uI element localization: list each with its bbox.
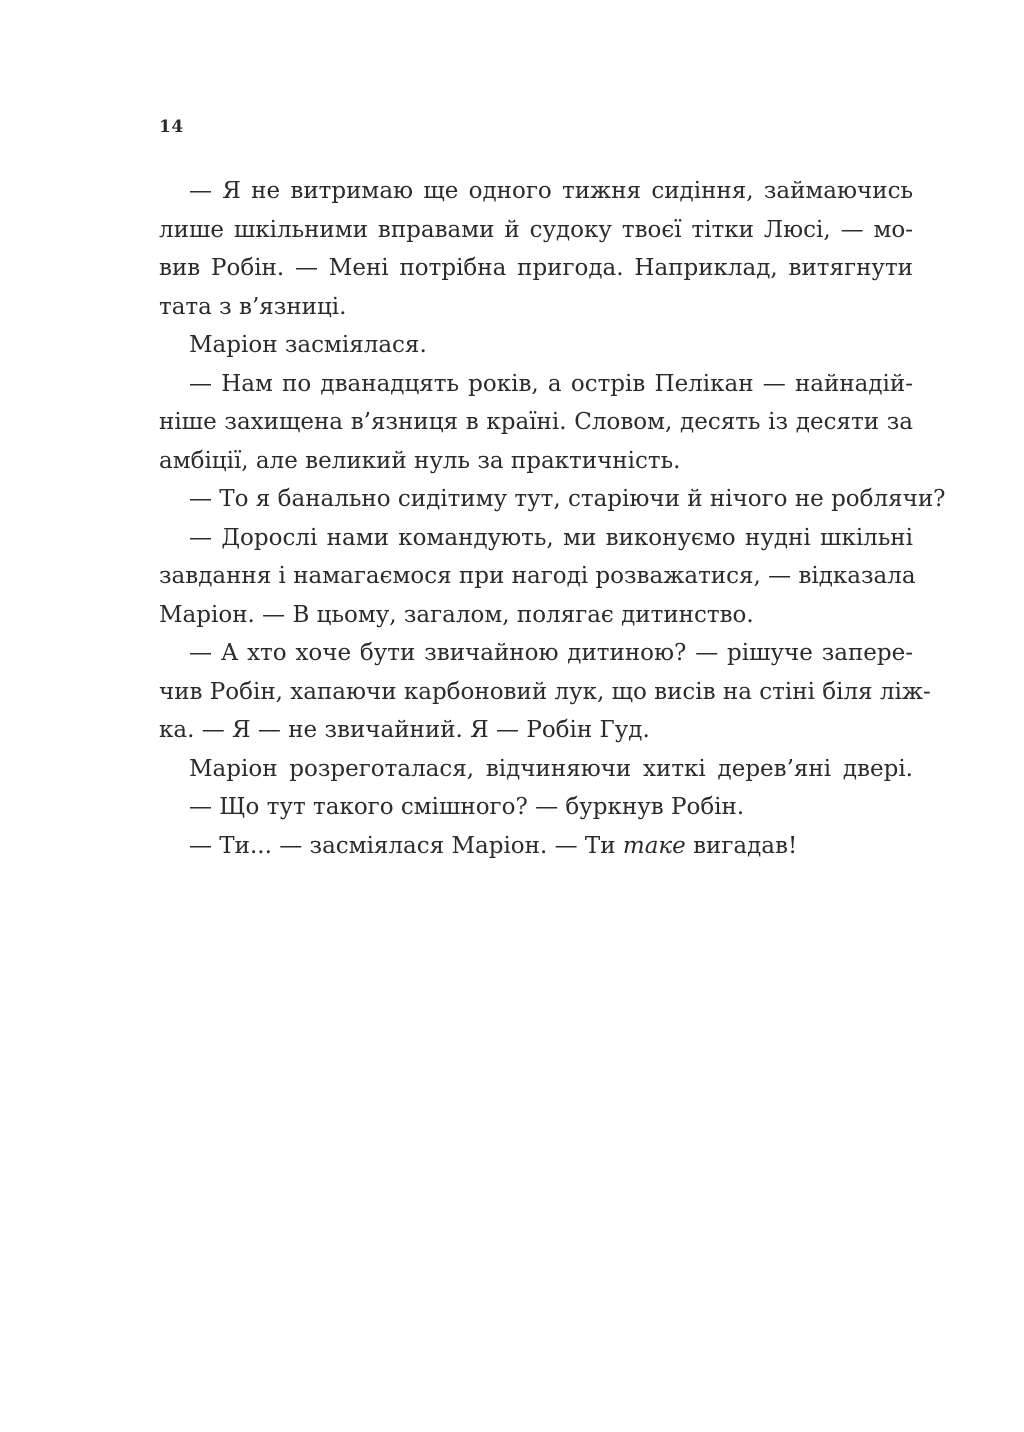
- text-line: Маріон. — В цьому, загалом, полягає дитинство.: [159, 601, 754, 628]
- text-line: Маріон розреготалася, відчиняючи хиткі дерев’яні двері.: [189, 755, 913, 782]
- text-line: — А хто хоче бути звичайною дитиною? — рішуче запере-: [189, 640, 913, 666]
- text-segment: вигадав!: [685, 832, 798, 859]
- text-line: вив Робін. — Мені потрібна пригода. Наприклад, витягнути: [159, 255, 913, 281]
- page-number: 14: [159, 117, 184, 137]
- text-line: лише шкільними вправами й судоку твоєї тітки Люсі, — мо-: [159, 216, 913, 243]
- text-line: Маріон засміялася.: [189, 332, 427, 358]
- text-line: — Я не витримаю ще одного тижня сидіння, займаючись: [189, 178, 913, 204]
- text-line: — То я банально сидітиму тут, старіючи й нічого не роблячи?: [189, 486, 946, 512]
- text-line-last: [159, 827, 913, 866]
- text-line: ка. — Я — не звичайний. Я — Робін Гуд.: [159, 717, 650, 743]
- text-line: чив Робін, хапаючи карбоновий лук, що висів на стіні біля ліж-: [159, 678, 931, 705]
- text-line: ніше захищена в’язниця в країні. Словом, десять із десяти за: [159, 409, 913, 435]
- text-line: амбіції, але великий нуль за практичність.: [159, 447, 681, 474]
- body-text: [159, 172, 946, 865]
- text-line: — Нам по дванадцять років, а острів Пелікан — найнадій-: [189, 370, 913, 397]
- text-line: — Що тут такого смішного? — буркнув Робін.: [189, 794, 745, 820]
- text-line: завдання і намагаємося при нагоді розважатися, — відказала: [159, 563, 916, 589]
- text-line: тата з в’язниці.: [159, 293, 347, 320]
- text-segment: — Ти... — засміялася Маріон. — Ти: [189, 832, 623, 859]
- italic-emphasis: таке: [622, 832, 686, 859]
- text-line: — Дорослі нами командують, ми виконуємо нудні шкільні: [189, 524, 913, 551]
